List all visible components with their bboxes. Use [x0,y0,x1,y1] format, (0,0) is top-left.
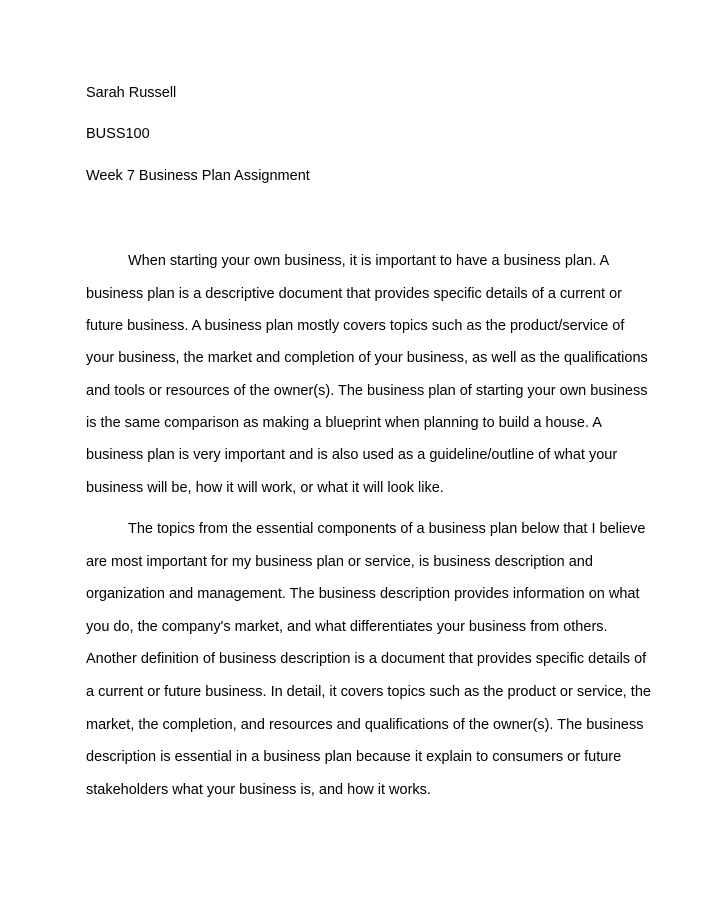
paragraph-line: business plan is a descriptive document that provides specific details of a current or [86,286,622,302]
paragraph-line: market, the completion, and resources and qualifications of the owner(s). The business [86,717,644,733]
paragraph-line: When starting your own business, it is important to have a business plan. A [128,253,610,269]
paragraph-line: The topics from the essential components of a business plan below that I believe [128,521,646,537]
paragraph-line: and tools or resources of the owner(s). The business plan of starting your own business [86,383,648,399]
paragraph-line: a current or future business. In detail, it covers topics such as the product or service, the [86,684,651,700]
paragraph-line: stakeholders what your business is, and how it works. [86,782,431,798]
paragraph-line: description is essential in a business plan because it explain to consumers or future [86,749,622,765]
paragraph-line: future business. A business plan mostly covers topics such as the product/service of [86,318,625,334]
paragraph-line: is the same comparison as making a blueprint when planning to build a house. A [86,415,602,431]
assignment-title: Week 7 Business Plan Assignment [86,168,310,184]
paragraph-line: business will be, how it will work, or what it will look like. [86,480,444,496]
paragraph-line: Another definition of business description is a document that provides specific details of [86,651,647,667]
author-name: Sarah Russell [86,85,177,101]
course-code: BUSS100 [86,126,150,142]
paragraph-line: your business, the market and completion of your business, as well as the qualifications [86,350,648,366]
paragraph-line: you do, the company's market, and what differentiates your business from others. [86,619,608,635]
paragraph-line: organization and management. The business description provides information on what [86,586,640,602]
paragraph-line: are most important for my business plan or service, is business description and [86,554,593,570]
paragraph-line: business plan is very important and is also used as a guideline/outline of what your [86,447,618,463]
